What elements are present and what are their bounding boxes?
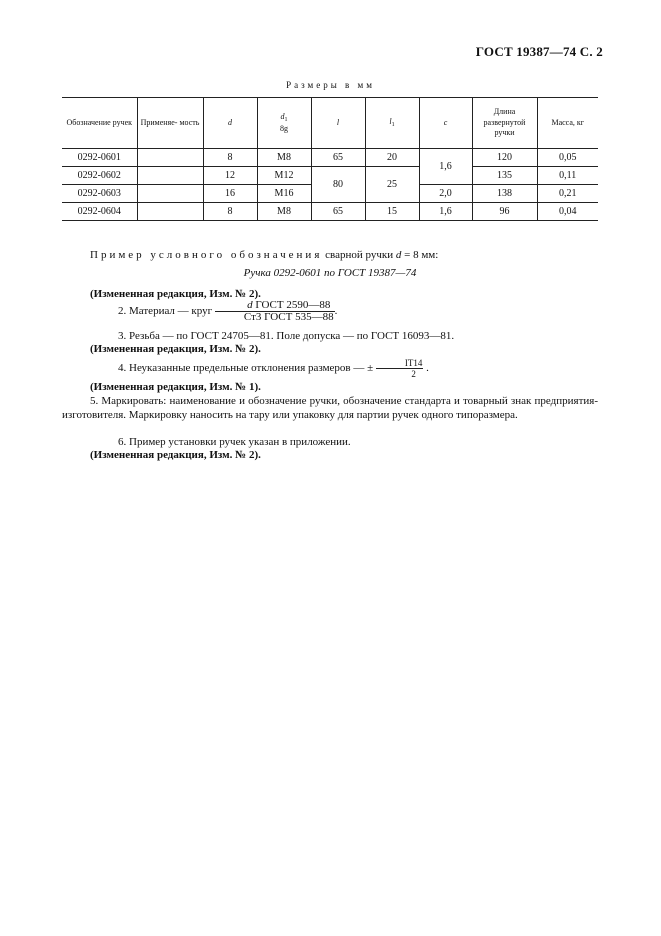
example-value: = 8 мм:	[404, 249, 439, 261]
example-label: Пример условного обозначения	[90, 249, 323, 261]
cell-designation: 0292-0604	[62, 203, 137, 221]
cell-length: 138	[472, 185, 537, 203]
cell-d: 8	[203, 203, 257, 221]
cell-d1: M16	[257, 185, 311, 203]
example-text: сварной ручки	[325, 249, 394, 261]
cell-d: 8	[203, 149, 257, 167]
cell-c: 2,0	[419, 185, 472, 203]
cell-length: 135	[472, 167, 537, 185]
cell-d1: M12	[257, 167, 311, 185]
cell-applicability	[137, 167, 203, 185]
cell-mass: 0,04	[537, 203, 598, 221]
cell-d: 12	[203, 167, 257, 185]
cell-designation: 0292-0602	[62, 167, 137, 185]
example-designation: Ручка 0292-0601 по ГОСТ 19387—74	[243, 267, 417, 279]
cell-l1: 15	[365, 203, 419, 221]
col-header-mass: Масса, кг	[537, 98, 598, 149]
cell-l-merged: 80	[311, 167, 365, 203]
cell-mass: 0,05	[537, 149, 598, 167]
col-header-designation: Обозначение ручек	[62, 98, 137, 149]
cell-l: 65	[311, 149, 365, 167]
cell-length: 96	[472, 203, 537, 221]
col-header-l1: $l_1$	[365, 98, 419, 149]
table-caption: Размеры в мм	[286, 80, 375, 90]
col-header-applicability: Применяе- мость	[137, 98, 203, 149]
cell-d1: M8	[257, 149, 311, 167]
cell-designation: 0292-0601	[62, 149, 137, 167]
cell-d1: M8	[257, 203, 311, 221]
edit-note: (Измененная редакция, Изм. № 1).	[90, 381, 261, 393]
col-header-d1: $d_1$ 8g	[257, 98, 311, 149]
table-row	[62, 167, 598, 185]
col-header-c: c	[419, 98, 472, 149]
example-var: d	[395, 249, 402, 261]
cell-l: 65	[311, 203, 365, 221]
cell-designation: 0292-0603	[62, 185, 137, 203]
item-2: 2. Материал — круг $\frac{\text{d ГОСТ 2590—88}}{\text{Ст3 ГОСТ 535—88}}$ .	[118, 299, 338, 323]
material-fraction: $\frac{\text{d ГОСТ 2590—88}}{\text{Ст3 ГОСТ 535—88}}$	[215, 300, 335, 323]
item-5: 5. Маркировать: наименование и обозначение ручки, обозначение стандарта и товарный знак предприятия-изготовителя. Маркировку наносить на тару или упаковку для партии ручек одного типоразмера.	[62, 395, 598, 421]
col-header-d: d	[203, 98, 257, 149]
cell-applicability	[137, 203, 203, 221]
table-header-row	[62, 98, 598, 149]
cell-applicability	[137, 185, 203, 203]
cell-mass: 0,21	[537, 185, 598, 203]
col-header-l: l	[311, 98, 365, 149]
cell-applicability	[137, 149, 203, 167]
page-header: ГОСТ 19387—74 С. 2	[475, 44, 603, 59]
table-row	[62, 203, 598, 221]
cell-l1: 20	[365, 149, 419, 167]
item-4: 4. Неуказанные предельные отклонения размеров — ± $\frac{IT14}{2}$ .	[118, 358, 429, 379]
tolerance-fraction: $\frac{IT14}{2}$	[376, 358, 424, 379]
cell-d: 16	[203, 185, 257, 203]
edit-note: (Измененная редакция, Изм. № 2).	[90, 343, 261, 355]
item-3: 3. Резьба — по ГОСТ 24705—81. Поле допуска — по ГОСТ 16093—81.	[118, 330, 455, 342]
item-6: 6. Пример установки ручек указан в приложении.	[118, 436, 351, 448]
cell-c-merged: 1,6	[419, 149, 472, 185]
edit-note: (Измененная редакция, Изм. № 2).	[90, 449, 261, 461]
cell-l1-merged: 25	[365, 167, 419, 203]
cell-c: 1,6	[419, 203, 472, 221]
col-header-length: Длина развернутой ручки	[472, 98, 537, 149]
cell-mass: 0,11	[537, 167, 598, 185]
cell-length: 120	[472, 149, 537, 167]
edit-note: (Измененная редакция, Изм. № 2).	[90, 288, 261, 300]
table-row	[62, 149, 598, 167]
dimensions-table	[62, 97, 598, 221]
example-line	[90, 248, 598, 262]
